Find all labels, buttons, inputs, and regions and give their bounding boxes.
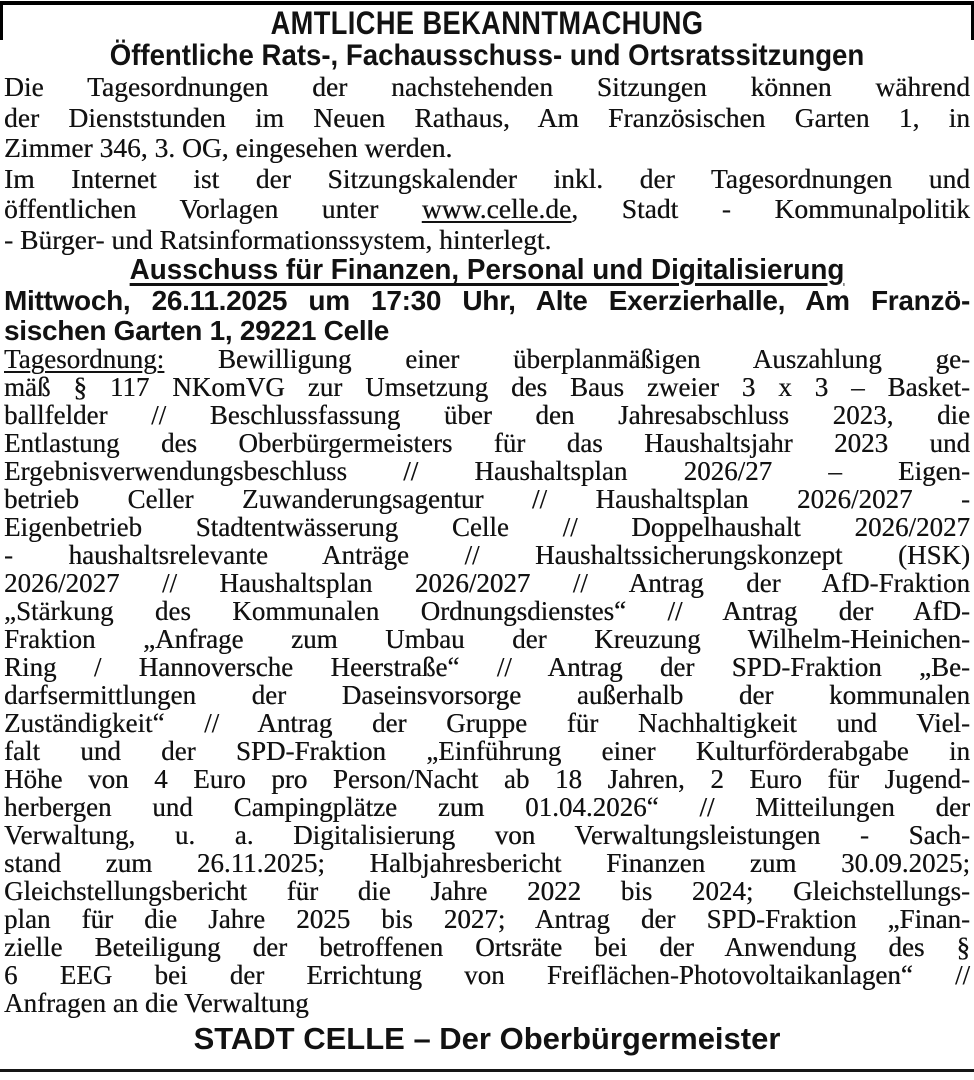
text-line: 2026/2027 // Haushaltsplan 2026/2027 // Antrag der AfD-Fraktion (4, 568, 970, 598)
text-segment: , Stadt - Kommunalpolitik (571, 193, 970, 224)
text-line (4, 345, 970, 373)
text-line: Entlastung des Oberbürgermeisters für das Haushaltsjahr 2023 und (4, 428, 970, 458)
text-line: zielle Beteiligung der betroffenen Ortsräte bei der Anwendung des § (4, 932, 970, 962)
committee-heading: Ausschuss für Finanzen, Personal und Digitalisierung (129, 254, 845, 286)
text-line: plan für die Jahre 2025 bis 2027; Antrag der SPD-Fraktion „Finan- (4, 904, 970, 934)
text-line (4, 194, 970, 225)
text-line: Verwaltung, u. a. Digitalisierung von Verwaltungsleistungen - Sach- (4, 820, 970, 850)
website-url: www.celle.de (421, 193, 572, 224)
text-line: mäß § 117 NKomVG zur Umsetzung des Baus zweier 3 x 3 – Basket- (4, 372, 970, 402)
notice-title: AMTLICHE BEKANNTMACHUNG (270, 5, 704, 41)
footer-signature: STADT CELLE – Der Oberbürgermeister (193, 1021, 781, 1056)
text-line: Die Tagesordnungen der nachstehenden Sitzungen können während (4, 71, 970, 102)
agenda-paragraph (4, 345, 970, 1017)
text-line: - haushaltsrelevante Anträge // Haushaltssicherungskonzept (HSK) (4, 540, 970, 570)
text-line: Zimmer 346, 3. OG, eingesehen werden. (4, 132, 453, 163)
text-line: Im Internet ist der Sitzungskalender inkl. der Tagesordnungen und (4, 162, 970, 194)
text-line: ballfelder // Beschlussfassung über den Jahresabschluss 2023, die (4, 400, 970, 430)
meeting-datetime-paragraph (4, 286, 970, 345)
text-line: Ring / Hannoversche Heerstraße“ // Antrag der SPD-Fraktion „Be- (4, 652, 970, 682)
text-line: Eigenbetrieb Stadtentwässerung Celle // Doppelhaushalt 2026/2027 (4, 512, 970, 542)
intro-paragraph-1 (4, 72, 970, 164)
notice-subtitle: Öffentliche Rats-, Fachausschuss- und Ortsratssitzungen (109, 39, 865, 72)
text-line: der Dienststunden im Neuen Rathaus, Am Französischen Garten 1, in (4, 101, 970, 133)
text-line: stand zum 26.11.2025; Halbjahresbericht Finanzen zum 30.09.2025; (4, 848, 970, 878)
text-segment: Bewilligung einer überplanmäßigen Auszahlung ge- (164, 344, 970, 374)
text-line: Anfragen an die Verwaltung (4, 988, 309, 1018)
text-line: - Bürger- und Ratsinformationssystem, hinterlegt. (4, 223, 552, 255)
text-line: Mittwoch, 26.11.2025 um 17:30 Uhr, Alte Exerzierhalle, Am Franzö- (4, 285, 970, 316)
intro-paragraph-2 (4, 164, 970, 256)
text-line: sischen Garten 1, 29221 Celle (4, 314, 390, 346)
text-line: Gleichstellungsbericht für die Jahre 2022 bis 2024; Gleichstellungs- (4, 876, 970, 906)
text-line: 6 EEG bei der Errichtung von Freiflächen-Photovoltaikanlagen“ // (4, 960, 970, 990)
text-line: Fraktion „Anfrage zum Umbau der Kreuzung Wilhelm-Heinichen- (4, 624, 970, 654)
text-line: „Stärkung des Kommunalen Ordnungsdienstes“ // Antrag der AfD- (4, 596, 970, 626)
text-line: Zuständigkeit“ // Antrag der Gruppe für Nachhaltigkeit und Viel- (4, 708, 970, 738)
text-line: falt und der SPD-Fraktion „Einführung einer Kulturförderabgabe in (4, 736, 970, 766)
text-line: betrieb Celler Zuwanderungsagentur // Haushaltsplan 2026/2027 - (4, 484, 970, 514)
text-line: Höhe von 4 Euro pro Person/Nacht ab 18 Jahren, 2 Euro für Jugend- (4, 764, 970, 794)
text-line: Ergebnisverwendungsbeschluss // Haushaltsplan 2026/27 – Eigen- (4, 456, 970, 486)
agenda-label: Tagesordnung: (4, 344, 165, 374)
text-segment: öffentlichen Vorlagen unter (4, 193, 422, 224)
text-line: herbergen und Campingplätze zum 01.04.2026“ // Mitteilungen der (4, 792, 970, 822)
text-line: darfsermittlungen der Daseinsvorsorge außerhalb der kommunalen (4, 680, 970, 710)
